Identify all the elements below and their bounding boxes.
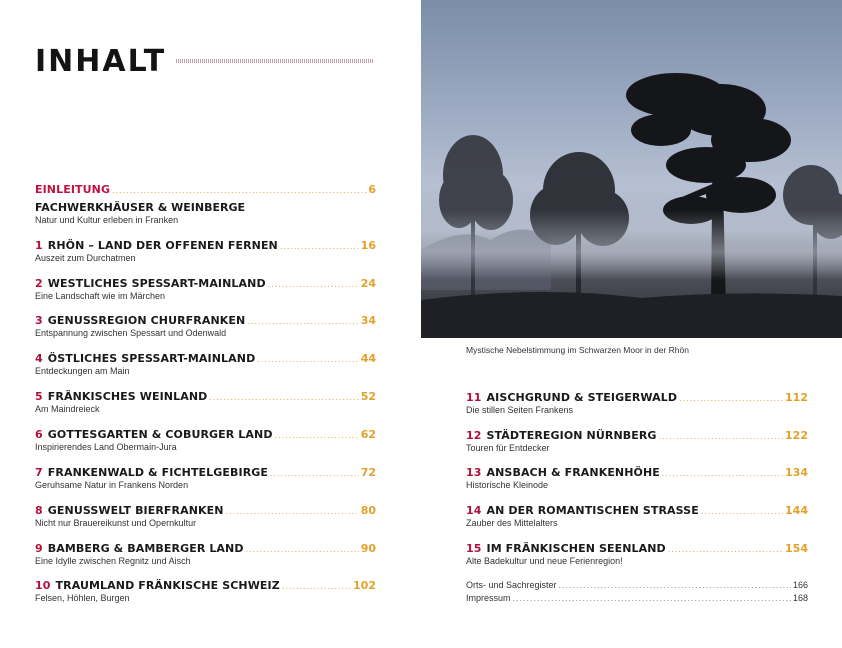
- toc-entry-7[interactable]: [35, 466, 376, 490]
- leader-dots: [559, 580, 791, 590]
- leader-dots: [280, 242, 359, 251]
- toc-entry-page: 112: [785, 391, 808, 404]
- toc-entry-number: 9: [35, 542, 43, 555]
- toc-entry-number: 7: [35, 466, 43, 479]
- appendix-label: Impressum: [466, 593, 511, 603]
- toc-entry-10[interactable]: [35, 579, 376, 603]
- toc-entry-number: 2: [35, 277, 43, 290]
- toc-entry-4[interactable]: [35, 352, 376, 376]
- leader-dots: [268, 280, 359, 289]
- leader-dots: [270, 469, 359, 478]
- toc-entry-9[interactable]: [35, 542, 376, 566]
- toc-entry-number: 1: [35, 239, 43, 252]
- toc-entry-subtitle: Eine Idylle zwischen Regnitz und Aisch: [35, 556, 191, 566]
- toc-entry-2[interactable]: [35, 277, 376, 301]
- leader-dots: [246, 545, 359, 554]
- intro-heading: FACHWERKHÄUSER & WEINBERGE: [35, 201, 246, 214]
- toc-entry-subtitle: Touren für Entdecker: [466, 443, 550, 453]
- tree-silhouettes: [421, 0, 842, 338]
- toc-entry-page: 144: [785, 504, 808, 517]
- appendix-page: 166: [792, 580, 808, 590]
- leader-dots: [659, 432, 783, 441]
- toc-entry-number: 3: [35, 314, 43, 327]
- toc-entry-number: 12: [466, 429, 482, 442]
- toc-entry-subtitle: Eine Landschaft wie im Märchen: [35, 291, 166, 301]
- leader-dots: [282, 582, 351, 591]
- toc-entry-page: 134: [785, 466, 808, 479]
- toc-entry-number: 6: [35, 428, 43, 441]
- toc-entry-subtitle: Die stillen Seiten Frankens: [466, 405, 574, 415]
- toc-entry-page: 24: [360, 277, 376, 290]
- toc-entry-label: WESTLICHES SPESSART-MAINLAND: [47, 277, 266, 290]
- photo-caption: Mystische Nebelstimmung im Schwarzen Moor in der Rhön: [466, 345, 689, 355]
- toc-entry-subtitle: Natur und Kultur erleben in Franken: [35, 215, 179, 225]
- toc-entry-label: RHÖN – LAND DER OFFENEN FERNEN: [47, 239, 278, 252]
- title-divider: [176, 59, 374, 63]
- toc-entry-subtitle: Alte Badekultur und neue Ferienregion!: [466, 556, 623, 566]
- toc-entry-page: 62: [360, 428, 376, 441]
- toc-entry-12[interactable]: [466, 429, 808, 453]
- toc-entry-page: 52: [360, 390, 376, 403]
- toc-entry-number: 8: [35, 504, 43, 517]
- toc-entry-label: EINLEITUNG: [35, 183, 111, 196]
- toc-entry-number: 10: [35, 579, 51, 592]
- leader-dots: [679, 394, 783, 403]
- toc-entry-page: 72: [360, 466, 376, 479]
- toc-entry-number: 4: [35, 352, 43, 365]
- toc-entry-label: GOTTESGARTEN & COBURGER LAND: [47, 428, 273, 441]
- toc-entry-label: FRANKENWALD & FICHTELGEBIRGE: [47, 466, 269, 479]
- toc-entry-page: 90: [360, 542, 376, 555]
- toc-entry-page: 34: [360, 314, 376, 327]
- appendix-page: 168: [792, 593, 808, 603]
- toc-entry-label: ANSBACH & FRANKENHÖHE: [486, 466, 660, 479]
- toc-entry-page: 102: [353, 579, 376, 592]
- appendix-label: Orts- und Sachregister: [466, 580, 557, 590]
- appendix-impressum[interactable]: [466, 593, 808, 603]
- leader-dots: [209, 393, 358, 402]
- toc-entry-number: 5: [35, 390, 43, 403]
- toc-entry-5[interactable]: [35, 390, 376, 414]
- toc-entry-number: 11: [466, 391, 482, 404]
- leader-dots: [226, 507, 359, 516]
- toc-entry-subtitle: Auszeit zum Durchatmen: [35, 253, 136, 263]
- toc-entry-subtitle: Entdeckungen am Main: [35, 366, 130, 376]
- leader-dots: [668, 545, 783, 554]
- toc-entry-label: TRAUMLAND FRÄNKISCHE SCHWEIZ: [55, 579, 280, 592]
- toc-entry-number: 13: [466, 466, 482, 479]
- toc-entry-subtitle: Am Maindreieck: [35, 404, 100, 414]
- toc-entry-intro[interactable]: [35, 183, 376, 225]
- toc-entry-8[interactable]: [35, 504, 376, 528]
- toc-entry-15[interactable]: [466, 542, 808, 566]
- toc-entry-page: 16: [360, 239, 376, 252]
- toc-entry-6[interactable]: [35, 428, 376, 452]
- leader-dots: [701, 507, 783, 516]
- toc-entry-page: 44: [360, 352, 376, 365]
- toc-entry-label: IM FRÄNKISCHEN SEENLAND: [486, 542, 666, 555]
- toc-entry-label: ÖSTLICHES SPESSART-MAINLAND: [47, 352, 256, 365]
- leader-dots: [257, 355, 358, 364]
- toc-entry-number: 15: [466, 542, 482, 555]
- leader-dots: [275, 431, 359, 440]
- toc-entry-label: BAMBERG & BAMBERGER LAND: [47, 542, 244, 555]
- toc-entry-label: GENUSSWELT BIERFRANKEN: [47, 504, 224, 517]
- toc-entry-13[interactable]: [466, 466, 808, 490]
- toc-entry-number: 14: [466, 504, 482, 517]
- toc-entry-subtitle: Nicht nur Brauereikunst und Opernkultur: [35, 518, 197, 528]
- toc-entry-subtitle: Geruhsame Natur in Frankens Norden: [35, 480, 189, 490]
- toc-entry-14[interactable]: [466, 504, 808, 528]
- toc-entry-3[interactable]: [35, 314, 376, 338]
- page-title: INHALT: [35, 44, 167, 79]
- toc-entry-page: 154: [785, 542, 808, 555]
- leader-dots: [112, 186, 366, 195]
- toc-entry-11[interactable]: [466, 391, 808, 415]
- leader-dots: [247, 317, 358, 326]
- toc-entry-page: 6: [368, 183, 376, 196]
- leader-dots: [662, 469, 783, 478]
- toc-entry-label: AN DER ROMANTISCHEN STRASSE: [486, 504, 699, 517]
- toc-entry-page: 122: [785, 429, 808, 442]
- toc-entry-subtitle: Inspirierendes Land Obermain-Jura: [35, 442, 177, 452]
- toc-entry-1[interactable]: [35, 239, 376, 263]
- toc-entry-subtitle: Felsen, Höhlen, Burgen: [35, 593, 130, 603]
- toc-entry-label: FRÄNKISCHES WEINLAND: [47, 390, 208, 403]
- toc-entry-label: GENUSSREGION CHURFRANKEN: [47, 314, 246, 327]
- toc-entry-subtitle: Entspannung zwischen Spessart und Odenwald: [35, 328, 227, 338]
- moor-photo: [421, 0, 842, 338]
- toc-entry-subtitle: Historische Kleinode: [466, 480, 549, 490]
- appendix-register[interactable]: [466, 580, 808, 590]
- toc-entry-page: 80: [360, 504, 376, 517]
- toc-entry-label: AISCHGRUND & STEIGERWALD: [486, 391, 678, 404]
- toc-entry-subtitle: Zauber des Mittelalters: [466, 518, 558, 528]
- leader-dots: [513, 593, 791, 603]
- toc-entry-label: STÄDTEREGION NÜRNBERG: [486, 429, 657, 442]
